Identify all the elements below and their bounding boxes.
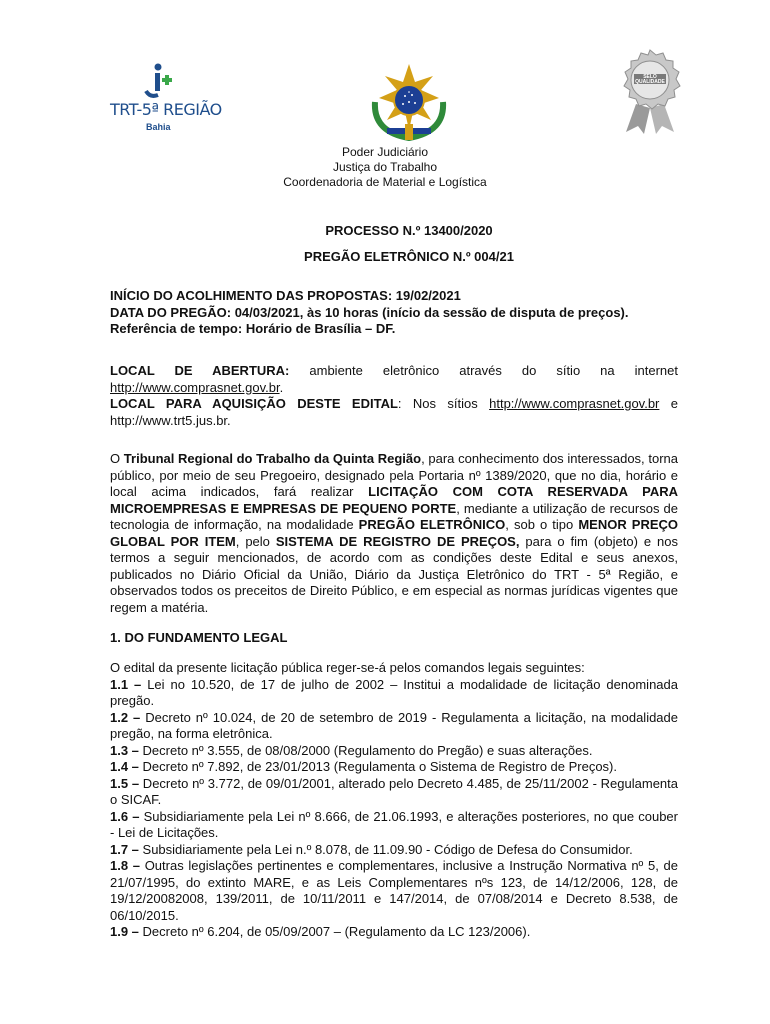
section-1-heading: 1. DO FUNDAMENTO LEGAL (110, 630, 288, 645)
data-pregao-line: DATA DO PREGÃO: 04/03/2021, às 10 horas (início da sessão de disputa de preços). (110, 304, 629, 320)
legal-item (110, 809, 678, 842)
period: . (279, 379, 284, 395)
legal-item-number: 1.9 – (110, 924, 139, 939)
legal-item (110, 743, 678, 760)
legal-item-number: 1.3 – (110, 742, 139, 758)
coat-of-arms-icon (365, 62, 453, 144)
org-line-2: Justiça do Trabalho (332, 160, 438, 174)
trt-logo (110, 62, 220, 142)
legal-item-number: 1.7 – (110, 841, 139, 857)
trt-logo-icon (138, 62, 178, 100)
section-1-lead: O edital da presente licitação pública reger-se-á pelos comandos legais seguintes: (110, 660, 585, 675)
legal-item-number: 1.2 – (110, 709, 141, 725)
intro-text-2: , para conhecimento dos interessados, torna público, por meio de seu Pregoeiro, designado pela Portaria nº 1389/2020, que no dia, horário e local acima indicados, fará realizar (110, 451, 678, 499)
org-line-3: Coordenadoria de Material e Logística (283, 175, 487, 189)
legal-item-number: 1.6 – (110, 808, 140, 824)
inicio-line: INÍCIO DO ACOLHIMENTO DAS PROPOSTAS: 19/02/2021 (110, 288, 461, 303)
legal-item-text: Subsidiariamente pela Lei nº 8.666, de 21.06.1993, e alterações posteriores, no que couber - Lei de Licitações. (110, 808, 678, 840)
local-aquisicao-text: : Nos sítios (397, 396, 490, 411)
referencia-line: Referência de tempo: Horário de Brasília – DF. (110, 321, 396, 336)
legal-item-number: 1.4 – (110, 759, 139, 774)
legal-item-text: Decreto nº 7.892, de 23/01/2013 (Regulamenta o Sistema de Registro de Preços). (138, 759, 618, 774)
legal-item (110, 759, 678, 776)
legal-item (110, 776, 678, 809)
legal-item (110, 858, 678, 924)
logo-text: TRT-5ª REGIÃO (110, 100, 222, 119)
processo-title: PROCESSO N.º 13400/2020 (325, 223, 493, 238)
pregao-title: PREGÃO ELETRÔNICO N.º 004/21 (304, 249, 514, 264)
legal-item-number: 1.5 – (110, 775, 140, 791)
legal-item-text: Lei no 10.520, de 17 de julho de 2002 – Institui a modalidade de licitação denominada pregão. (110, 676, 678, 708)
local-aquisicao-and: e (659, 396, 678, 411)
local-abertura-text: ambiente eletrônico através do sítio na internet (289, 363, 678, 378)
local-aquisicao-line (110, 396, 678, 413)
intro-bold-5: SISTEMA DE REGISTRO DE PREÇOS, (275, 533, 520, 549)
local-abertura-label: LOCAL DE ABERTURA: (110, 363, 290, 378)
intro-text-6: para o fim (objeto) e nos termos a seguir mencionados, de acordo com as condições deste Edital e seus anexos, publicados no Diário Oficial da União, Diário da Justiça Eletrônico do TRT - 5ª Região, e observados todos os preceitos de Direito Público, e em especial as normas jurídicas vigentes que regem a matéria. (110, 533, 678, 615)
quality-seal-icon (612, 48, 688, 134)
dates-block (110, 288, 678, 338)
intro-bold-3: PREGÃO ELETRÔNICO (358, 517, 506, 532)
legal-item (110, 924, 678, 941)
comprasnet-link-2[interactable]: http://www.comprasnet.gov.br (489, 396, 660, 411)
intro-text-1: O (110, 451, 124, 466)
local-aquisicao-label: LOCAL PARA AQUISIÇÃO DESTE EDITAL (110, 396, 398, 411)
local-abertura-url-line (110, 380, 678, 397)
intro-bold-2: LICITAÇÃO COM COTA RESERVADA PARA MICROEMPRESAS E EMPRESAS DE PEQUENO PORTE (110, 484, 678, 516)
intro-paragraph (110, 451, 678, 616)
legal-item-number: 1.1 – (110, 676, 142, 692)
legal-item-text: Decreto nº 10.024, de 20 de setembro de 2019 - Regulamenta a licitação, na modalidade pregão, na forma eletrônica. (110, 709, 679, 741)
legal-item (110, 842, 678, 859)
logo-subtext: Bahia (146, 122, 171, 132)
legal-item-text: Decreto nº 3.772, de 09/01/2001, alterado pelo Decreto 4.485, de 25/11/2002 - Regulamenta o SICAF. (110, 775, 678, 807)
org-header (0, 145, 770, 190)
intro-text-4: , sob o tipo (505, 517, 579, 532)
comprasnet-link-1[interactable]: http://www.comprasnet.gov.br (110, 379, 280, 395)
trt5-link[interactable]: http://www.trt5.jus.br. (110, 412, 231, 428)
intro-text-3: , mediante a utilização de recursos de tecnologia de informação, na modalidade (110, 500, 678, 532)
legal-item-text: Decreto nº 3.555, de 08/08/2000 (Regulamento do Pregão) e suas alterações. (138, 742, 593, 758)
quality-seal (612, 48, 688, 134)
seal-text: SELO QUALIDADE (635, 74, 665, 85)
intro-bold-4: MENOR PREÇO GLOBAL POR ITEM (110, 517, 679, 549)
legal-item-text: Subsidiariamente pela Lei n.º 8.078, de 11.09.90 - Código de Defesa do Consumidor. (138, 841, 633, 857)
local-abertura-line (110, 363, 678, 380)
intro-bold-1: Tribunal Regional do Trabalho da Quinta Região (123, 451, 422, 466)
legal-item-text: Decreto nº 6.204, de 05/09/2007 – (Regulamento da LC 123/2006). (138, 924, 531, 939)
section-1-body (110, 660, 678, 941)
org-line-1: Poder Judiciário (341, 145, 429, 159)
legal-item (110, 710, 678, 743)
legal-item-number: 1.8 – (110, 858, 140, 873)
intro-text-5: , pelo (235, 533, 276, 549)
local-block (110, 363, 678, 429)
legal-item-text: Outras legislações pertinentes e complementares, inclusive a Instrução Normativa nº 5, de 21/07/1995, do extinto MARE, e as Leis Complementares nºs 123, de 14/12/2006, 128, de 19/12/20082008, 139/2011, de 10/11/2011 e 147/2014, de 07/08/2014 e Decreto 8.538, de 06/10/2015. (110, 858, 678, 923)
legal-item (110, 677, 678, 710)
